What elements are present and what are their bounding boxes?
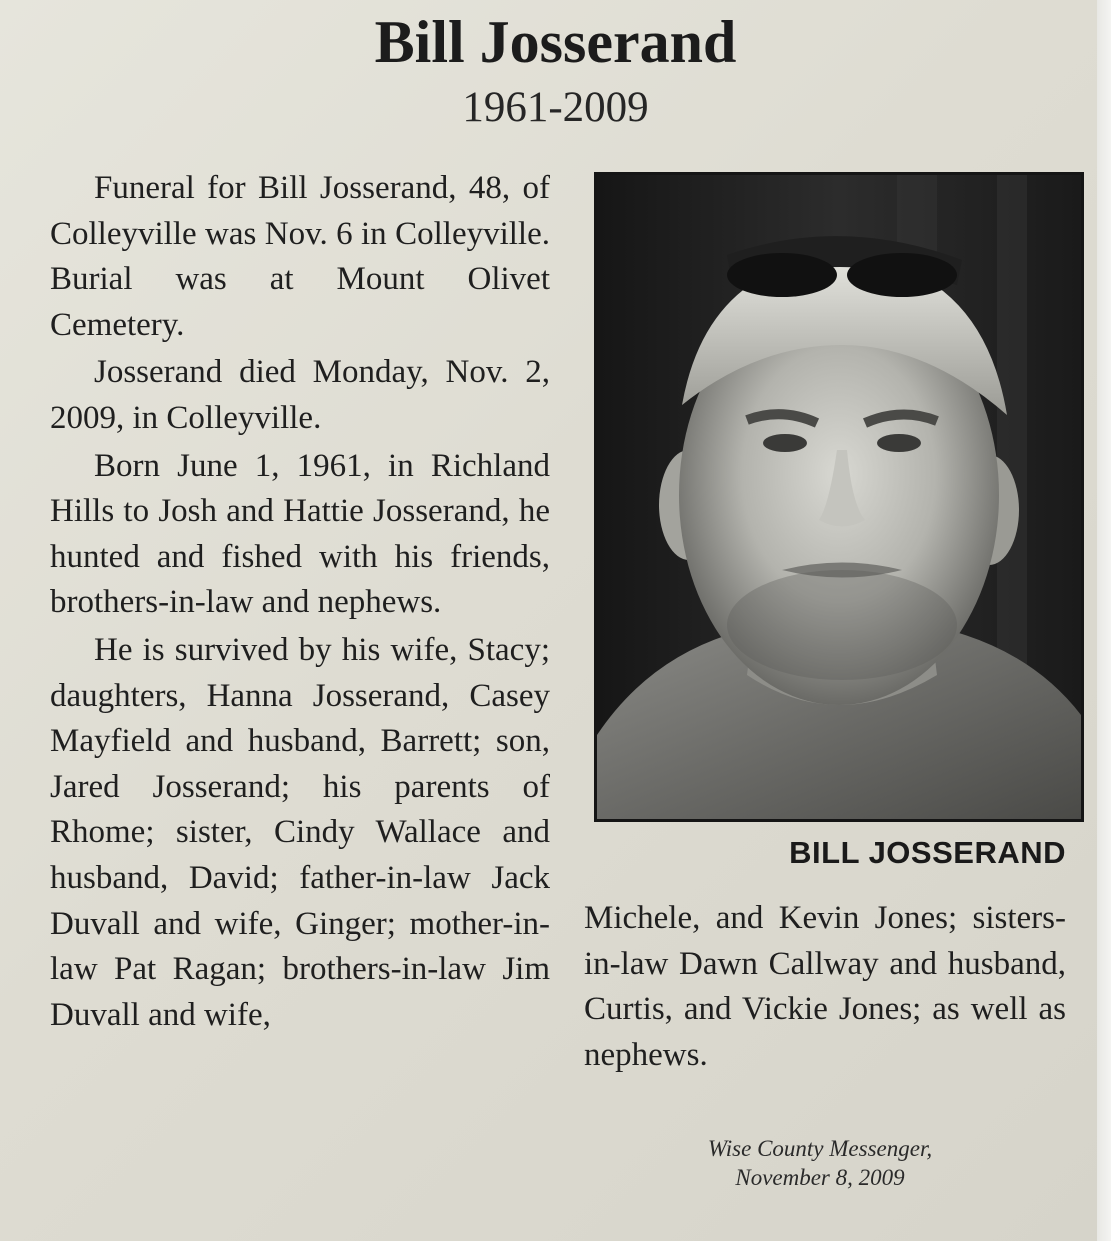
obituary-title: Bill Josserand (374, 9, 737, 75)
life-dates: 1961-2009 (462, 84, 649, 131)
portrait-photo (594, 172, 1084, 822)
photo-caption: BILL JOSSERAND (789, 835, 1066, 870)
obituary-text-left-column (50, 166, 550, 1038)
source-publication: Wise County Messenger, (707, 1136, 933, 1161)
survivors-continued-paragraph: Michele, and Kevin Jones; sisters-in-law Dawn Callway and husband, Curtis, and Vickie Jones; as well as nephews. (584, 900, 1066, 1073)
portrait-image (597, 175, 1081, 819)
death-paragraph: Josserand died Monday, Nov. 2, 2009, in Colleyville. (50, 354, 550, 436)
birth-paragraph: Born June 1, 1961, in Richland Hills to Josh and Hattie Josserand, he hunted and fished with his friends, brothers-in-law and nephews. (50, 447, 550, 621)
page-edge (1097, 0, 1111, 1241)
source-credit (640, 1134, 1000, 1192)
funeral-paragraph: Funeral for Bill Josserand, 48, of Colleyville was Nov. 6 in Colleyville. Burial was at Mount Olivet Cemetery. (50, 170, 550, 343)
obituary-text-right-column (584, 896, 1066, 1078)
source-date: November 8, 2009 (735, 1165, 905, 1190)
survivors-paragraph: He is survived by his wife, Stacy; daughters, Hanna Josserand, Casey Mayfield and husband, Barrett; son, Jared Josserand; his parents of Rhome; sister, Cindy Wallace and husband, David; father-in-law Jack Duvall and wife, Ginger; mother-in-law Pat Ragan; brothers-in-law Jim Duvall and wife, (50, 631, 550, 1033)
